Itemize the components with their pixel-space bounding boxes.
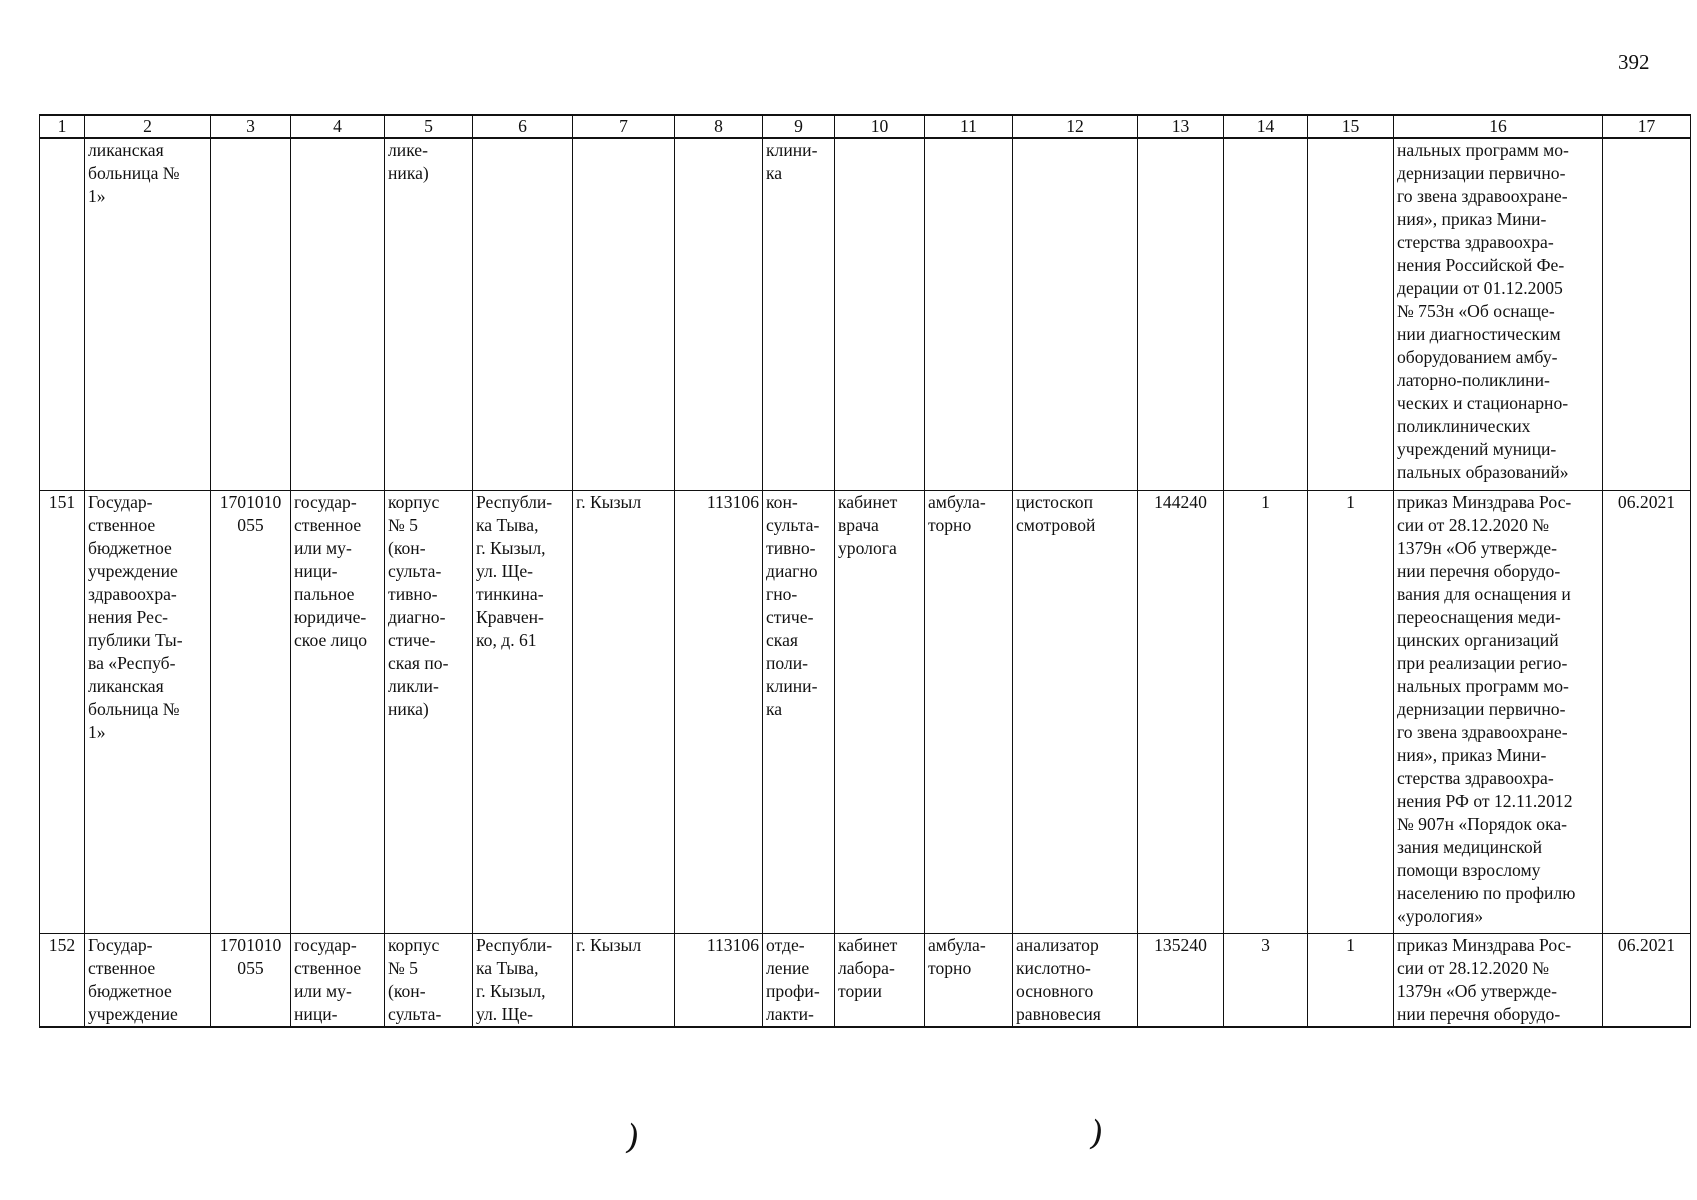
cell-department: кон- сульта- тивно- диагно гно- стиче- ская поли- клини- ка — [763, 491, 835, 934]
pen-mark-left: ) — [622, 1117, 643, 1159]
cell-building: корпус № 5 (кон- сульта- тивно- диагно- стиче- ская по- ликли- ника) — [385, 491, 473, 934]
cell-building: лике- ника) — [385, 138, 473, 491]
cell-address: Республи- ка Тыва, г. Кызыл, ул. Ще- — [473, 934, 573, 1028]
cell-okato: 113106 — [675, 934, 763, 1028]
cell-row-number — [40, 138, 85, 491]
cell-equipment-code: 135240 — [1138, 934, 1224, 1028]
cell-room — [835, 138, 925, 491]
column-number: 13 — [1138, 115, 1224, 138]
column-number: 6 — [473, 115, 573, 138]
cell-equipment — [1013, 138, 1138, 491]
column-number: 1 — [40, 115, 85, 138]
pen-mark-right: ) — [1086, 1113, 1107, 1155]
cell-quantity: 3 — [1224, 934, 1308, 1028]
cell-department: отде- ление профи- лакти- — [763, 934, 835, 1028]
column-number: 12 — [1013, 115, 1138, 138]
cell-quantity-2 — [1308, 138, 1394, 491]
table-row-151 — [40, 491, 1691, 934]
column-number: 9 — [763, 115, 835, 138]
cell-legal-form: государ- ственное или му- ници- пальное юридиче- ское лицо — [291, 491, 385, 934]
column-number: 2 — [85, 115, 211, 138]
column-number-header-row — [40, 115, 1691, 138]
cell-care-type: амбула- торно — [925, 934, 1013, 1028]
column-number: 7 — [573, 115, 675, 138]
cell-building: корпус № 5 (кон- сульта- — [385, 934, 473, 1028]
cell-address — [473, 138, 573, 491]
column-number: 10 — [835, 115, 925, 138]
column-number: 4 — [291, 115, 385, 138]
column-number: 14 — [1224, 115, 1308, 138]
cell-code — [211, 138, 291, 491]
cell-city: г. Кызыл — [573, 491, 675, 934]
cell-institution: Государ- ственное бюджетное учреждение здравоохра- нения Рес- публики Ты- ва «Респуб- ликанская больница № 1» — [85, 491, 211, 934]
cell-legal-basis: нальных программ мо- дернизации первично- го звена здравоохране- ния», приказ Мини- стерства здравоохра- нения Российской Фе- дерации от 01.12.2005 № 753н «Об оснаще- нии диагностическим оборудованием амбу- латорно-поликлини- ческих и стационарно- поликлинических учреждений муници- пальных образований» — [1394, 138, 1603, 491]
column-number: 8 — [675, 115, 763, 138]
cell-room: кабинет лабора- тории — [835, 934, 925, 1028]
cell-equipment-code: 144240 — [1138, 491, 1224, 934]
cell-city — [573, 138, 675, 491]
table-row-152 — [40, 934, 1691, 1028]
column-number: 3 — [211, 115, 291, 138]
cell-code: 1701010 055 — [211, 934, 291, 1028]
cell-quantity-2: 1 — [1308, 491, 1394, 934]
cell-row-number: 152 — [40, 934, 85, 1028]
cell-institution: Государ- ственное бюджетное учреждение — [85, 934, 211, 1028]
column-number: 5 — [385, 115, 473, 138]
table-row-continuation — [40, 138, 1691, 491]
cell-legal-form: государ- ственное или му- ници- — [291, 934, 385, 1028]
cell-quantity: 1 — [1224, 491, 1308, 934]
cell-department: клини- ка — [763, 138, 835, 491]
cell-okato — [675, 138, 763, 491]
cell-equipment-code — [1138, 138, 1224, 491]
cell-legal-basis: приказ Минздрава Рос- сии от 28.12.2020 № 1379н «Об утвержде- нии перечня оборудо- — [1394, 934, 1603, 1028]
column-number: 17 — [1603, 115, 1691, 138]
cell-care-type — [925, 138, 1013, 491]
cell-legal-form — [291, 138, 385, 491]
cell-city: г. Кызыл — [573, 934, 675, 1028]
cell-legal-basis: приказ Минздрава Рос- сии от 28.12.2020 № 1379н «Об утвержде- нии перечня оборудо- вания для оснащения и переоснащения меди- цинских организаций при реализации регио- нальных программ мо- дернизации первично- го звена здравоохране- ния», приказ Мини- стерства здравоохра- нения РФ от 12.11.2012 № 907н «Порядок ока- зания медицинской помощи взрослому населению по профилю «урология» — [1394, 491, 1603, 934]
cell-code: 1701010 055 — [211, 491, 291, 934]
cell-row-number: 151 — [40, 491, 85, 934]
column-number: 15 — [1308, 115, 1394, 138]
cell-room: кабинет врача уролога — [835, 491, 925, 934]
cell-equipment: анализатор кислотно- основного равновесия — [1013, 934, 1138, 1028]
cell-quantity-2: 1 — [1308, 934, 1394, 1028]
cell-date: 06.2021 — [1603, 491, 1691, 934]
cell-institution: ликанская больница № 1» — [85, 138, 211, 491]
page-number: 392 — [1618, 50, 1650, 74]
cell-date: 06.2021 — [1603, 934, 1691, 1028]
cell-okato: 113106 — [675, 491, 763, 934]
cell-quantity — [1224, 138, 1308, 491]
cell-address: Республи- ка Тыва, г. Кызыл, ул. Ще- тинкина- Кравчен- ко, д. 61 — [473, 491, 573, 934]
cell-care-type: амбула- торно — [925, 491, 1013, 934]
cell-date — [1603, 138, 1691, 491]
cell-equipment: цистоскоп смотровой — [1013, 491, 1138, 934]
column-number: 11 — [925, 115, 1013, 138]
equipment-table — [39, 114, 1691, 1028]
column-number: 16 — [1394, 115, 1603, 138]
